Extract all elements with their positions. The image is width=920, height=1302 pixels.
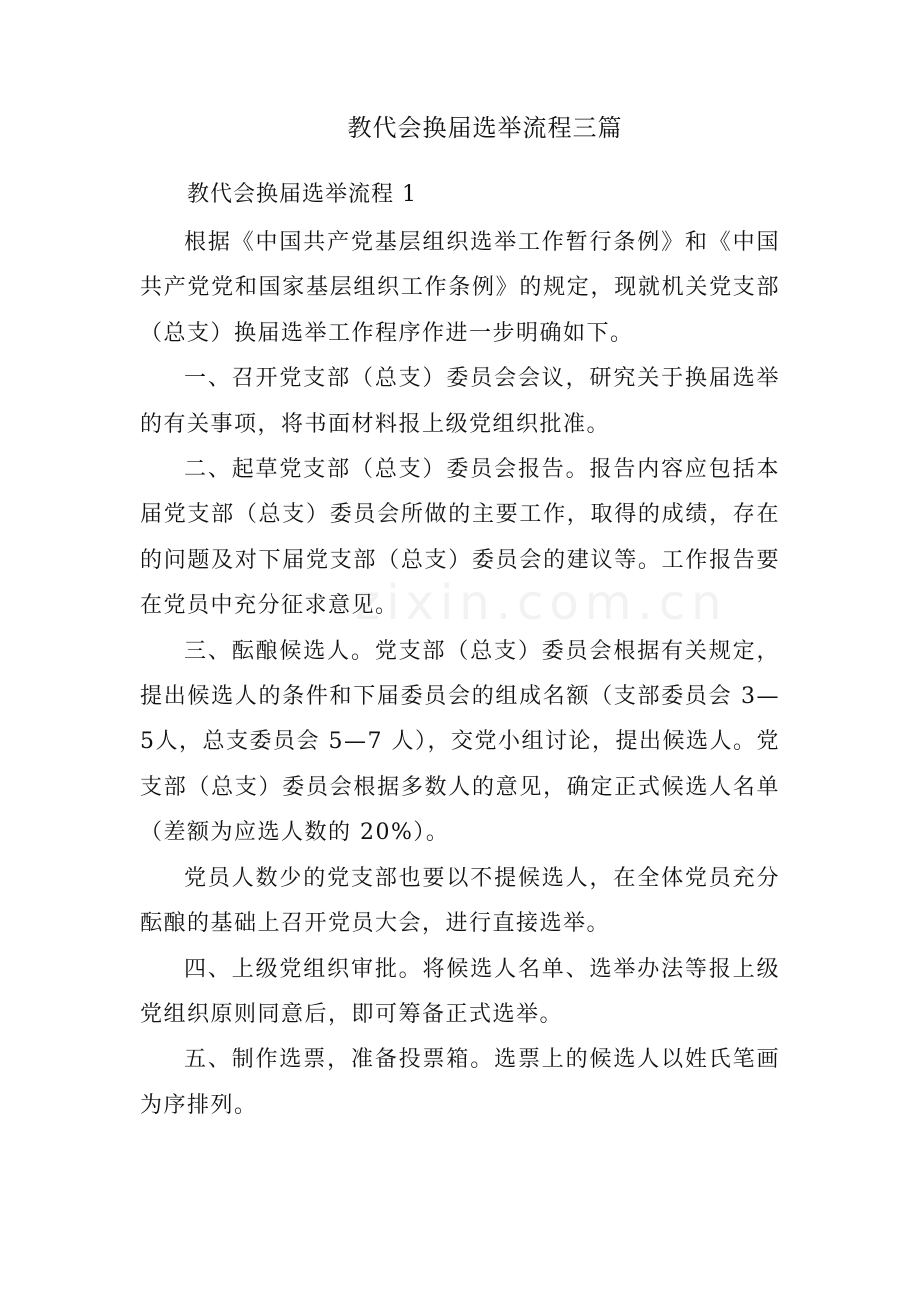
paragraph-step-4: 四、上级党组织审批。将候选人名单、选举办法等报上级党组织原则同意后，即可筹备正式选举。 xyxy=(140,956,780,1027)
paragraph-step-1: 一、召开党支部（总支）委员会会议，研究关于换届选举的有关事项，将书面材料报上级党组织批准。 xyxy=(140,366,780,437)
paragraph-step-3-note: 党员人数少的党支部也要以不提候选人，在全体党员充分酝酿的基础上召开党员大会，进行直接选举。 xyxy=(140,865,780,937)
document-body xyxy=(140,220,780,1128)
document-title: 教代会换届选举流程三篇 xyxy=(347,114,623,142)
paragraph-step-3: 三、酝酿候选人。党支部（总支）委员会根据有关规定，提出候选人的条件和下届委员会的组成名额（支部委员会 3—5人，总支委员会 5—7 人），交党小组讨论，提出候选人。党支部（总支）委员会根据多数人的意见，确定正式候选人名单（差额为应选人数的 20%）。 xyxy=(140,638,780,846)
paragraph-step-2: 二、起草党支部（总支）委员会报告。报告内容应包括本届党支部（总支）委员会所做的主要工作，取得的成绩，存在的问题及对下届党支部（总支）委员会的建议等。工作报告要在党员中充分征求意见。 xyxy=(140,457,780,619)
watermark: zixin.com.cn xyxy=(355,575,728,631)
section-heading: 教代会换届选举流程 1 xyxy=(187,182,417,207)
paragraph-intro: 根据《中国共产党基层组织选举工作暂行条例》和《中国共产党党和国家基层组织工作条例》的规定，现就机关党支部（总支）换届选举工作程序作进一步明确如下。 xyxy=(140,230,780,346)
paragraph-step-5: 五、制作选票，准备投票箱。选票上的候选人以姓氏笔画为序排列。 xyxy=(140,1047,780,1118)
